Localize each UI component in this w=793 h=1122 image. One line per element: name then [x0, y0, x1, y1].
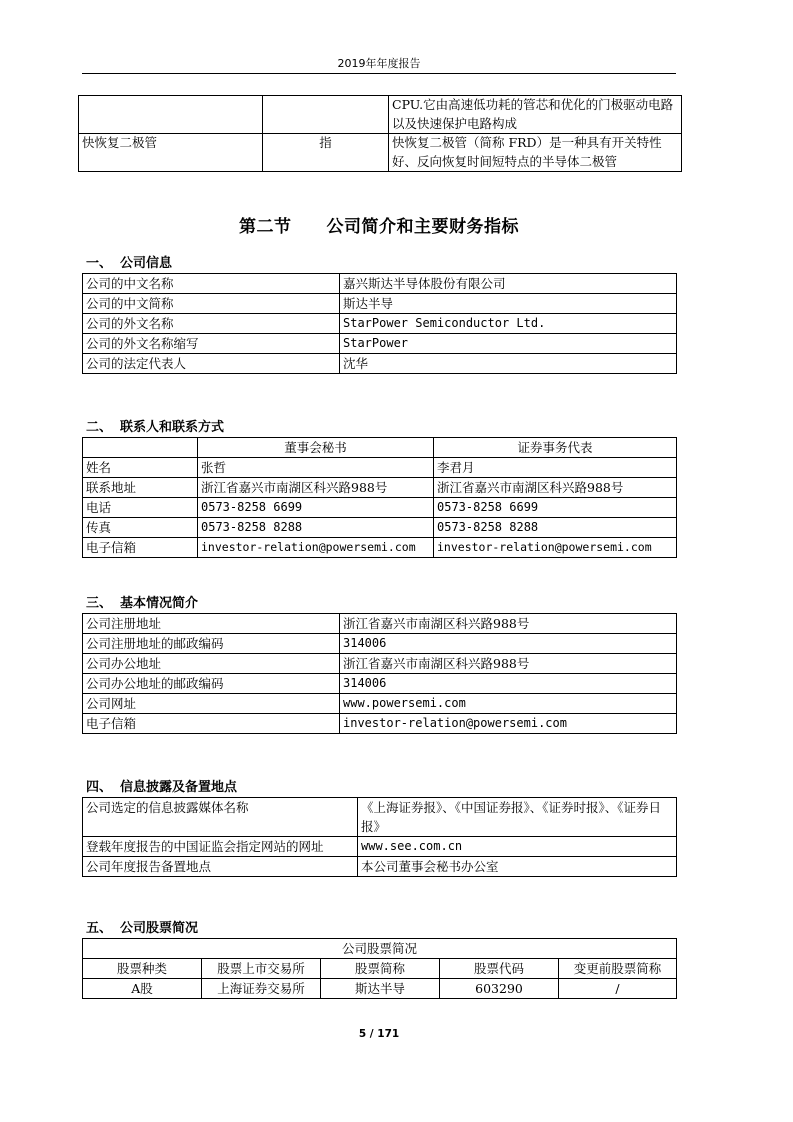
row-value: StarPower Semiconductor Ltd. — [340, 314, 677, 334]
table-row — [79, 96, 682, 134]
website-value: www.powersemi.com — [340, 694, 677, 714]
glossary-marker: 指 — [263, 134, 389, 172]
row-label: 公司办公地址的邮政编码 — [83, 674, 340, 694]
column-header: 股票种类 — [83, 959, 202, 979]
contacts-table — [82, 437, 677, 558]
row-value: 浙江省嘉兴市南湖区科兴路988号 — [340, 614, 677, 634]
glossary-definition: CPU.它由高速低功耗的管芯和优化的门极驱动电路以及快速保护电路构成 — [389, 96, 682, 134]
subsection-number: 四、 — [86, 780, 113, 795]
table-row — [83, 634, 677, 654]
website-value: www.see.com.cn — [358, 837, 677, 857]
subsection-title: 基本情况简介 — [120, 596, 199, 611]
previous-short-name: / — [559, 979, 677, 999]
row-label: 传真 — [83, 518, 198, 538]
page-number: 5 / 171 — [358, 1028, 400, 1040]
table-header-row — [83, 438, 677, 458]
table-row — [83, 314, 677, 334]
secretary-value: 张哲 — [198, 458, 434, 478]
row-value: 314006 — [340, 674, 677, 694]
company-info-table — [82, 273, 677, 374]
row-value: 嘉兴斯达半导体股份有限公司 — [340, 274, 677, 294]
column-header: 董事会秘书 — [198, 438, 434, 458]
table-row — [83, 979, 677, 999]
row-label: 公司网址 — [83, 694, 340, 714]
subsection-heading-contacts — [86, 416, 224, 435]
representative-value: 0573-8258 8288 — [434, 518, 677, 538]
row-label: 公司注册地址 — [83, 614, 340, 634]
table-row — [83, 798, 677, 837]
subsection-heading-stock — [86, 917, 198, 936]
email-value: investor-relation@powersemi.com — [340, 714, 677, 734]
row-label: 姓名 — [83, 458, 198, 478]
table-row — [83, 714, 677, 734]
basic-info-table — [82, 613, 677, 734]
table-row — [83, 837, 677, 857]
row-label: 公司的外文名称 — [83, 314, 340, 334]
row-value: 浙江省嘉兴市南湖区科兴路988号 — [340, 654, 677, 674]
table-row — [83, 614, 677, 634]
row-label: 登载年度报告的中国证监会指定网站的网址 — [83, 837, 358, 857]
row-label: 电子信箱 — [83, 538, 198, 558]
stock-table-title: 公司股票简况 — [83, 939, 677, 959]
subsection-title: 公司股票简况 — [120, 921, 199, 936]
table-row — [79, 134, 682, 172]
glossary-term — [79, 96, 263, 134]
row-label: 公司选定的信息披露媒体名称 — [83, 798, 358, 837]
table-row — [83, 478, 677, 498]
row-value: 斯达半导 — [340, 294, 677, 314]
table-row — [83, 538, 677, 558]
row-label: 公司的中文名称 — [83, 274, 340, 294]
secretary-value: 浙江省嘉兴市南湖区科兴路988号 — [198, 478, 434, 498]
row-label: 电子信箱 — [83, 714, 340, 734]
stock-table — [82, 938, 677, 999]
representative-value: 浙江省嘉兴市南湖区科兴路988号 — [434, 478, 677, 498]
representative-value: 0573-8258 6699 — [434, 498, 677, 518]
row-label: 公司的外文名称缩写 — [83, 334, 340, 354]
representative-email: investor-relation@powersemi.com — [434, 538, 677, 558]
stock-type: A股 — [83, 979, 202, 999]
glossary-term: 快恢复二极管 — [79, 134, 263, 172]
column-header: 变更前股票简称 — [559, 959, 677, 979]
glossary-table — [78, 95, 682, 172]
table-row — [83, 294, 677, 314]
secretary-value: 0573-8258 6699 — [198, 498, 434, 518]
subsection-title: 信息披露及备置地点 — [120, 780, 238, 795]
subsection-title: 公司信息 — [120, 256, 173, 271]
subsection-number: 三、 — [86, 596, 113, 611]
column-header: 证券事务代表 — [434, 438, 677, 458]
row-value: 《上海证券报》、《中国证券报》、《证券时报》、《证券日报》 — [358, 798, 677, 837]
table-row — [83, 518, 677, 538]
table-row — [83, 354, 677, 374]
table-row — [83, 857, 677, 877]
page-header: 2019年年度报告 — [337, 57, 421, 70]
row-label: 联系地址 — [83, 478, 198, 498]
row-value: StarPower — [340, 334, 677, 354]
glossary-definition: 快恢复二极管（简称 FRD）是一种具有开关特性好、反向恢复时间短特点的半导体二极管 — [389, 134, 682, 172]
subsection-heading-basic-info — [86, 592, 198, 611]
row-value: 314006 — [340, 634, 677, 654]
row-label: 公司的法定代表人 — [83, 354, 340, 374]
secretary-email: investor-relation@powersemi.com — [198, 538, 434, 558]
table-header-row — [83, 959, 677, 979]
table-row — [83, 694, 677, 714]
column-header: 股票代码 — [440, 959, 559, 979]
subsection-number: 五、 — [86, 921, 113, 936]
table-row — [83, 334, 677, 354]
table-row — [83, 274, 677, 294]
subsection-number: 一、 — [86, 256, 113, 271]
row-label: 公司办公地址 — [83, 654, 340, 674]
subsection-title: 联系人和联系方式 — [120, 420, 225, 435]
section-title: 第二节 公司简介和主要财务指标 — [239, 217, 519, 237]
stock-exchange: 上海证券交易所 — [202, 979, 321, 999]
subsection-heading-company-info — [86, 252, 172, 271]
table-row — [83, 458, 677, 478]
disclosure-table — [82, 797, 677, 877]
header-rule — [82, 73, 676, 74]
row-label: 电话 — [83, 498, 198, 518]
table-row — [83, 654, 677, 674]
subsection-heading-disclosure — [86, 776, 237, 795]
table-row — [83, 674, 677, 694]
representative-value: 李君月 — [434, 458, 677, 478]
row-label: 公司的中文简称 — [83, 294, 340, 314]
row-label: 公司注册地址的邮政编码 — [83, 634, 340, 654]
row-value: 沈华 — [340, 354, 677, 374]
subsection-number: 二、 — [86, 420, 113, 435]
stock-code: 603290 — [440, 979, 559, 999]
table-row — [83, 498, 677, 518]
table-title-row — [83, 939, 677, 959]
secretary-value: 0573-8258 8288 — [198, 518, 434, 538]
stock-short-name: 斯达半导 — [321, 979, 440, 999]
row-label: 公司年度报告备置地点 — [83, 857, 358, 877]
column-header: 股票简称 — [321, 959, 440, 979]
column-header: 股票上市交易所 — [202, 959, 321, 979]
row-value: 本公司董事会秘书办公室 — [358, 857, 677, 877]
glossary-marker — [263, 96, 389, 134]
